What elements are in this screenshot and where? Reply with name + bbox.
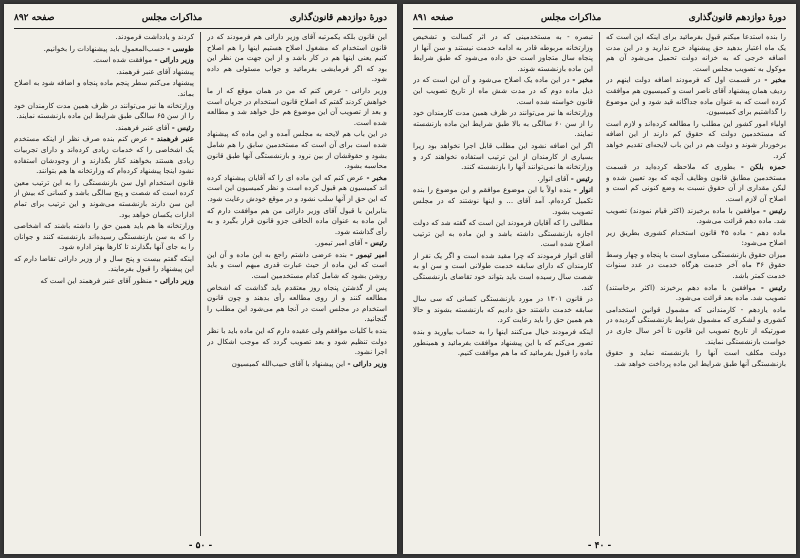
header-rule: [14, 28, 387, 29]
paragraph: اگر این اضافه نشود این مطلب قابل اجرا نخواهد بود زیرا بسیاری از کارمندان از این ترتیب استفاده نخواهند کرد و وزارتخانه ها نمی‌توانند آنها را بازنشسته کنند.: [413, 140, 593, 172]
paragraph: قانون استخدام اول سن بازنشستگی را به این ترتیب معین کرده است که شصت و پنج سالگی باشد و کسانی که بیش از این سن دارند بازنشسته می‌شوند و این ترتیب برای تمام ادارات یکسان خواهد بود.: [14, 177, 194, 219]
column-left: [14, 32, 194, 536]
header-rule: [413, 28, 786, 29]
paragraph: انوار - بنده اولاً با این موضوع موافقم و این موضوع را بنده تکمیل کرده‌ام. آمد آقای ... و اینها نوشتند که در مجلس تصویب بشود.: [413, 185, 593, 216]
paragraph: رئیس - آقای عنبر فرهمند.: [115, 122, 194, 132]
header-section: مذاکرات مجلس: [540, 13, 602, 23]
paragraph: میزان حقوق بازنشستگی مساوی است با پنجاه و چهار وسط حقوق ۳۶ ماه آخر خدمت هرگاه خدمت در عدد سنوات خدمت کمتر باشد.: [606, 249, 786, 281]
paragraph: پیشنهاد آقای عنبر فرهمند.: [116, 66, 194, 76]
paragraph: وزیر دارائی - این پیشنهاد با آقای حبیب‌الله کمیسیون: [231, 358, 387, 368]
paragraph: مخبر - در قسمت اول که فرمودند اضافه دولت اینهم در ردیف همان پیشنهاد آقای ناصر است و کمیسیون هم موافقت کرده است که به عنوان ماده جداگانه قید شود و این موضوع را گذاشتیم برای کمیسیون.: [606, 75, 786, 117]
column-left: [413, 32, 593, 536]
paragraph: ماده یازدهم - کارمندانی که مشمول قوانین استخدامی کشوری و لشکری که مشمول شرایط بازنشستگی گردیده در صورتیکه از تاریخ تصویب این قانون تا آخر سال جاری در خواست بازنشستگی نمایند.: [606, 304, 786, 346]
paragraph: تبصره - به مستخدمینی که در اثر کسالت و تشخیص وزارتخانه مربوطه قادر به ادامه خدمت نیستند و سن آنها از پنجاه سال متجاوز است حق داده می‌شود که طبق شرایط این ماده بازنشسته شوند.: [413, 32, 593, 73]
right-page-header: [413, 10, 786, 26]
paragraph: وزیر دارائی - موافقت شده است.: [92, 55, 194, 65]
right-page: [403, 4, 796, 554]
header-page-label: صفحه ۸۹۱: [413, 13, 454, 23]
header-title: دورهٔ دوازدهم قانون‌گذاری: [289, 13, 387, 23]
paragraph: در این باب هم لایحه به مجلس آمده و این ماده که پیشنهاد شده است برای آن است که مستخدمین سابق را هم شامل بشود و حقوقشان از بین نرود و بازنشستگی آنها طبق قانون محاسبه بشود.: [207, 129, 387, 171]
paragraph: ماده دهم - ماده ۴۵ قانون استخدام کشوری بطریق زیر اصلاح می‌شود:: [606, 227, 786, 248]
page-number: - ۵۰ -: [188, 541, 213, 551]
paragraph: طوسی - حسب‌المعمول باید پیشنهادات را بخوانیم.: [43, 43, 194, 53]
right-page-columns: [413, 32, 786, 536]
paragraph: امیر تیمور - بنده عرضی داشتم راجع به این ماده و آن این است که این ماده از حیث عبارت قدری مبهم است و باید روشن بشود که شامل کدام مستخدمین است.: [207, 249, 387, 281]
paragraph: مخبر - عرض کنم که این ماده ای را که آقایان پیشنهاد کرده اند کمیسیون هم قبول کرده است و نظر کمیسیون این است که این حق از آنها سلب نشود و در موقع خودش رعایت شود.: [207, 172, 387, 203]
header-title: دورهٔ دوازدهم قانون‌گذاری: [688, 13, 786, 23]
header-section: مذاکرات مجلس: [141, 13, 203, 23]
paragraph: وزارتخانه ها هم باید همین حق را داشته باشند که اشخاصی را که به سن بازنشستگی رسیده‌اند بازنشسته کنند و جوانان را به جای آنها بگذارند تا کارها بهتر اداره شود.: [14, 221, 194, 252]
column-right: [606, 32, 786, 536]
paragraph: عنبر فرهمند - عرض کنم بنده صرف نظر از اینکه مستخدم یک اشخاصی را که خدمات زیادی کرده‌اند و دارای تجربیات زیادی هستند بخواهند کنار بگذارند و از وجودشان استفاده نشود اینجا پیشنهاد کرده‌ام که وزارتخانه ها هم بتوانند.: [14, 134, 194, 176]
column-divider: [200, 32, 201, 536]
column-divider: [599, 32, 600, 536]
column-right: [207, 32, 387, 536]
paragraph: پیشنهاد می‌کنم سطر پنجم ماده پنجاه و اضافه شود به اصلاح بماند.: [14, 78, 194, 98]
paragraph: وزارتخانه ها نیز می‌توانند در ظرف همین مدت کارمندان خود را از سن ۶۵ سالگی طبق شرایط این ماده بازنشسته نمایند.: [14, 100, 194, 121]
paragraph: رئیس - آقای انوار.: [537, 173, 593, 183]
header-page-label: صفحه ۸۹۲: [14, 13, 55, 23]
paragraph: وزیر دارائی - منظور آقای عنبر فرهمند این است که: [40, 276, 194, 286]
paragraph: آقای انوار فرمودند که چرا مقید شده است و اگر یک نفر از کارمندان که دارای سابقه خدمت طولانی است و سن او به شصت سال رسیده است باید بتواند خود تقاضای بازنشستگی کند.: [413, 250, 593, 292]
paragraph: وزیر دارائی - عرض کنم که من در همان موقع که از ما خواهش کردند گفتم که اصلاح قانون استخدام در جریان است و بعد از تصویب آن این موضوع هم حل خواهد شد و مطالعه شده است.: [207, 85, 387, 127]
book-spread: [4, 4, 796, 554]
paragraph: اینکه گفتم بیست و پنج سال و از وزیر دارائی تقاضا دارم که این پیشنهاد را قبول بفرمایند.: [14, 253, 194, 274]
paragraph: اینکه فرمودند خیال می‌کنند اینها را به حساب بیاورید و بنده تصور می‌کنم که با این پیشنهاد موافقت بفرمائید و همینطور ماده را قبول بفرمائید که ما هم موافقت کنیم.: [413, 327, 593, 358]
paragraph: کردند و یادداشت فرمودند.: [115, 32, 194, 41]
paragraph: بنده با کلیات موافقم ولی عقیده دارم که این ماده باید با نظر دولت تنظیم شود و بعد تصویب گردد که موجب اشکال در اجرا نشود.: [207, 326, 387, 357]
paragraph: مطالبی را که آقایان فرمودند این است که گفته شد که دولت اجازه بازنشستگی داشته باشد و این ماده به این ترتیب اصلاح شده است.: [413, 218, 593, 249]
paragraph: رئیس - موافقین با ماده دهم برخیزند (اکثر برخاستند) تصویب شد. ماده بعد قرائت می‌شود.: [606, 282, 786, 303]
page-number: - ۴۰ -: [587, 541, 612, 551]
left-page-columns: [14, 32, 387, 536]
paragraph: حمزه بلکن - بطوری که ملاحظه کرده‌اید در قسمت مستخدمین مطابق قانون وظایف آنچه که بود تعیین شده و لیکن مقداری از آن حقوق نسبت به وضع کنونی کم است و اصلاح آن لازم است.: [606, 162, 786, 203]
paragraph: مخبر - در این ماده یک اصلاح می‌شود و آن این است که در ذیل ماده دوم که در مدت شش ماه از تاریخ تصویب این قانون خواسته شده است.: [413, 75, 593, 106]
paragraph: در قانون ۱۳۰۱ در مورد بازنشستگی کسانی که سی سال سابقه خدمت داشتند حق دادیم که بازنشسته بشوند و حالا هم همین حق را باید رعایت کرد.: [413, 294, 593, 325]
paragraph: دولت مکلف است آنها را بازنشسته نماید و حقوق بازنشستگی آنها طبق شرایط این ماده پرداخت خواهد شد.: [606, 348, 786, 368]
paragraph: رئیس - آقای امیر تیمور.: [314, 238, 387, 248]
left-page: [4, 4, 397, 554]
paragraph: را بنده استدعا میکنم قبول بفرمائید برای اینکه این است که یک ماه اعتبار بدهید حق پیشنهاد خرج ندارید و در این مدت اضافه خرجی که به خزانه دولت تحمیل می‌شود آن هم موکول به تصویب مجلس است.: [606, 32, 786, 73]
paragraph: رئیس - موافقین با ماده برخیزند (اکثر قیام نمودند) تصویب شد. ماده دهم قرائت می‌شود.: [606, 205, 786, 226]
left-page-header: [14, 10, 387, 26]
paragraph: اولیاء امور کشور این مطلب را مطالعه کرده‌اند و لازم است که مستخدمین دولت که حقوق کم دارند از این اضافه برخوردار شوند و دولت هم در این باب لایحه‌ای تقدیم خواهد کرد.: [606, 118, 786, 160]
paragraph: وزارتخانه ها نیز می‌توانند در ظرف همین مدت کارمندان خود را از سن ۶۰ سالگی به بالا طبق شرایط این ماده بازنشسته نمایند.: [413, 108, 593, 139]
paragraph: پس از گذشتن پنجاه روز معتقدم باید گذاشت که اشخاص مطالعه کنند و از روی مطالعه رأی بدهند و چون قانون استخدام در مجلس است در آنجا هم می‌شود این مطلب را گنجانید.: [207, 282, 387, 324]
paragraph: این قانون بلکه یکمرتبه آقای وزیر دارائی هم فرمودند که در قانون استخدام که مشغول اصلاح هستیم اینها را هم اصلاح کنیم یعنی اینها هم در کار باشد و از این جهت من نظر این بود که اگر فرمایشی بفرمائید و جواب مسئولی هم داده شود.: [207, 32, 387, 84]
paragraph: بنابراین با قبول آقای وزیر دارائی من هم موافقت دارم که این ماده به عنوان ماده الحاقی جزو قانون قرار بگیرد و به رأی گذاشته شود.: [207, 205, 387, 236]
